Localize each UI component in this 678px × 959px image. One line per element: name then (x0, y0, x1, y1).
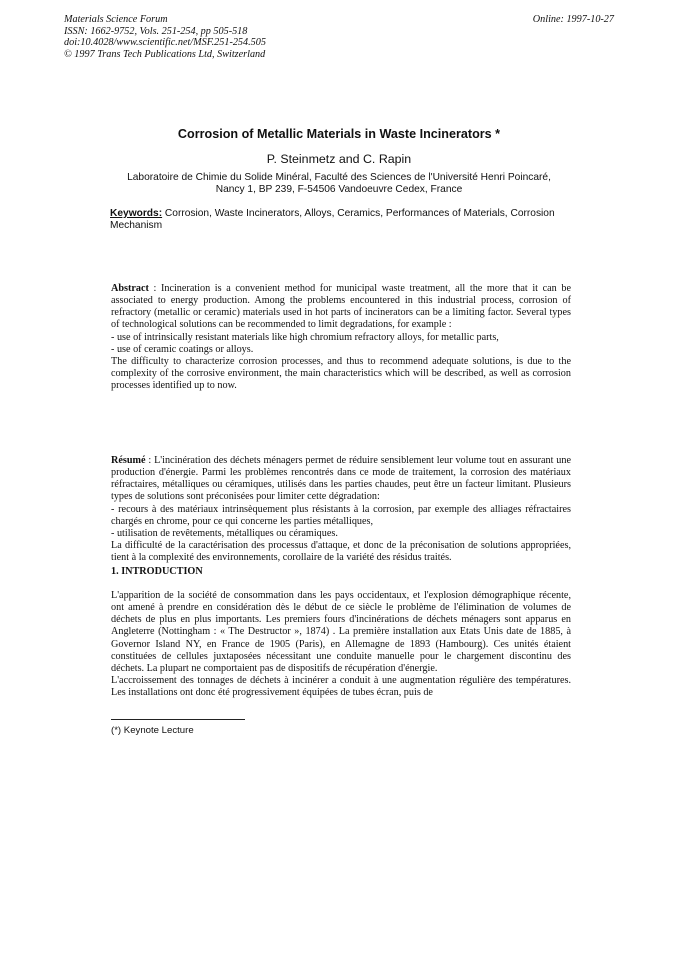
journal-header (64, 14, 266, 60)
introduction-body (111, 590, 571, 699)
affiliation-line-2: Nancy 1, BP 239, F-54506 Vandoeuvre Cedex, France (215, 184, 463, 196)
copyright-line: © 1997 Trans Tech Publications Ltd, Switzerland (64, 48, 266, 60)
paper-title: Corrosion of Metallic Materials in Waste Incinerators * (177, 127, 501, 141)
keywords (110, 208, 572, 232)
abstract-item-1: - use of intrinsically resistant materials like high chromium refractory alloys, for metallic parts, (111, 331, 499, 343)
resume-paragraph-2: La difficulté de la caractérisation des processus d'attaque, et donc de la préconisation de solutions appropriées, tient à la complexité des environnements, corollaire de la variété des résidus traités. (111, 540, 571, 564)
issn-line: ISSN: 1662-9752, Vols. 251-254, pp 505-518 (64, 25, 248, 37)
online-date: Online: 1997-10-27 (532, 14, 614, 25)
footnote-divider (111, 719, 245, 720)
resume-paragraph-1: : L'incinération des déchets ménagers permet de réduire sensiblement leur volume tout en assurant une production d'énergie. Parmi les problèmes rencontrés dans ce mode de traitement, la corrosion des matériaux réfractaires, métalliques ou céramiques, utilisés dans les parties chaudes, peut être un facteur limitant. Plusieurs types de solutions sont préconisées pour limiter cette dégradation: (111, 455, 571, 503)
abstract-label: Abstract (111, 283, 149, 294)
resume (111, 455, 571, 564)
abstract-item-2: - use of ceramic coatings or alloys. (111, 343, 254, 355)
affiliation-line-1: Laboratoire de Chimie du Solide Minéral, Faculté des Sciences de l'Université Henri Poincaré, (127, 172, 551, 183)
affiliation (100, 172, 578, 197)
doi-line: doi:10.4028/www.scientific.net/MSF.251-254.505 (64, 37, 266, 48)
paper-authors: P. Steinmetz and C. Rapin (266, 152, 412, 166)
keywords-text: Corrosion, Waste Incinerators, Alloys, Ceramics, Performances of Materials, Corrosion Mechanism (110, 208, 555, 231)
resume-item-2: - utilisation de revêtements, métalliques ou céramiques. (111, 527, 338, 539)
journal-name: Materials Science Forum (64, 14, 168, 25)
resume-item-1: - recours à des matériaux intrinsèquement plus résistants à la corrosion, par exemple des alliages réfractaires chargés en chrome, pour ce qui concerne les parties métalliques, (111, 503, 571, 527)
keywords-label: Keywords: (110, 208, 163, 219)
section-heading-introduction: 1. INTRODUCTION (111, 566, 203, 577)
abstract (111, 283, 571, 392)
introduction-paragraph-1: L'apparition de la société de consommation dans les pays occidentaux, et l'explosion démographique récente, ont amené à prendre en considération dès le début de ce siècle le problème de l'élimination de volumes de déchets de plus en plus importants. Les premiers fours d'incinérations de déchets ménagers sont apparus en Angleterre (Nottingham : « The Destructor », 1874) . La première installation aux Etats Unis date de 1885, à Governor Island NY, en France de 1905 (Paris), en Allemagne de 1893 (Hambourg). Ces unités étaient constituées de cellules juxtaposées nécessitant une conduite manuelle pour le chargement discontinu des déchets. La plupart ne comportaient pas de dispositifs de récupération d'énergie. (111, 590, 571, 674)
abstract-paragraph-2: The difficulty to characterize corrosion processes, and thus to recommend adequate solutions, is due to the complexity of the corrosive environment, the main characteristics which will be described, as well as corrosion processes identified up to now. (111, 355, 571, 392)
footnote: (*) Keynote Lecture (111, 725, 194, 736)
resume-label: Résumé (111, 455, 146, 466)
introduction-paragraph-2: L'accroissement des tonnages de déchets à incinérer a conduit à une augmentation régulière des températures. Les installations ont donc été progressivement équipées de tubes écran, puis de (111, 675, 571, 699)
abstract-paragraph-1: : Incineration is a convenient method for municipal waste treatment, all the more that it can be associated to energy production. Among the problems encountered in this industrial process, corrosion of refractory (metallic or ceramic) materials used in hot parts of incinerators can be a limiting factor. Several types of technological solutions can be recommended to limit degradations, for example : (111, 283, 571, 331)
